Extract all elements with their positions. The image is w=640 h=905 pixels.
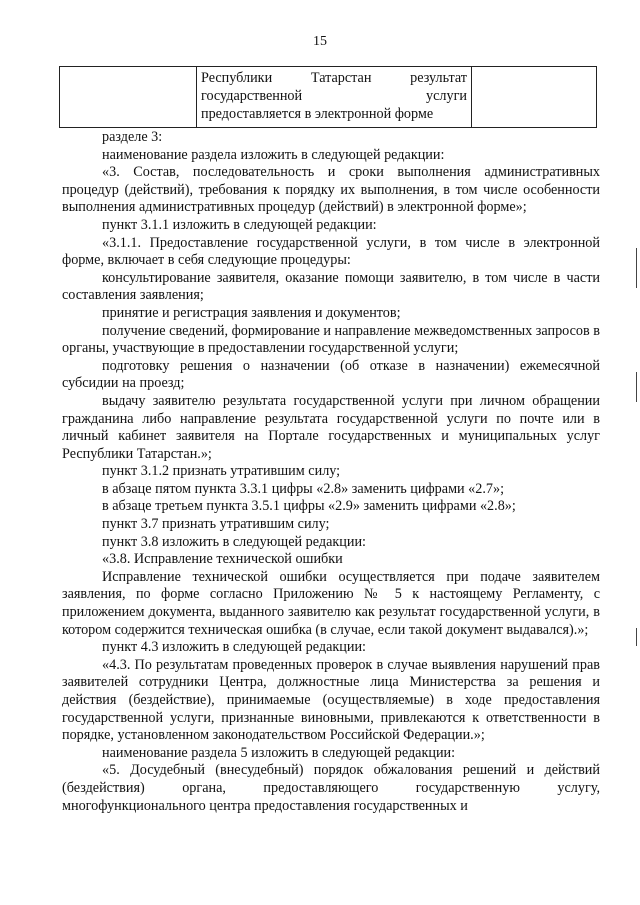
table-cell-empty <box>60 67 197 127</box>
paragraph: получение сведений, формирование и направление межведомственных запросов в органы, участвующие в предоставлении государственной услуги; <box>62 322 600 357</box>
paragraph: «4.3. По результатам проведенных проверок в случае выявления нарушений прав заявителей сотрудники Центра, должностные лица Министерства за решения и действия (бездействие), принимаемые (осуществляемые) в ходе предоставления государственной услуги, признанные виновными, привлекаются к ответственности в порядке, установленном законодательством Российской Федерации.»; <box>62 656 600 744</box>
paragraph: разделе 3: <box>102 129 163 145</box>
paragraph: консультирование заявителя, оказание помощи заявителю, в том числе в части составления заявления; <box>62 269 600 304</box>
page-number: 15 <box>313 34 327 49</box>
table-fragment <box>59 66 597 128</box>
table-cell-line: Республики Татарстан результат <box>201 70 467 86</box>
paragraph: пункт 4.3 изложить в следующей редакции: <box>102 639 366 656</box>
paragraph: «3. Состав, последовательность и сроки выполнения административных процедур (действий), требования к порядку их выполнения, в том числе особенности выполнения административных процедур (действий) в электронной форме»; <box>62 164 600 216</box>
table-cell-line: государственной услуги <box>201 88 467 104</box>
scan-edge-marks <box>634 0 640 905</box>
table-cell-text <box>197 67 472 127</box>
paragraph: «5. Досудебный (внесудебный) порядок обжалования решений и действий (бездействия) органа, предоставляющего государственную услугу, многофункционального центра предоставления государственных и <box>62 762 600 814</box>
paragraph: «3.1.1. Предоставление государственной услуги, в том числе в электронной форме, включает в себя следующие процедуры: <box>62 234 600 269</box>
table-cell-line: предоставляется в электронной форме <box>201 106 434 122</box>
paragraph: в абзаце пятом пункта 3.3.1 цифры «2.8» заменить цифрами «2.7»; <box>102 480 505 497</box>
paragraph: пункт 3.8 изложить в следующей редакции: <box>102 533 366 550</box>
document-body <box>62 129 600 815</box>
paragraph: наименование раздела 5 изложить в следующей редакции: <box>102 744 456 761</box>
paragraph: пункт 3.1.2 признать утратившим силу; <box>102 463 341 480</box>
paragraph: наименование раздела изложить в следующей редакции: <box>102 146 445 163</box>
paragraph: в абзаце третьем пункта 3.5.1 цифры «2.9» заменить цифрами «2.8»; <box>102 498 516 515</box>
paragraph: «3.8. Исправление технической ошибки <box>102 551 343 568</box>
paragraph: подготовку решения о назначении (об отказе в назначении) ежемесячной субсидии на проезд; <box>62 357 600 392</box>
paragraph: принятие и регистрация заявления и документов; <box>102 304 401 321</box>
paragraph: пункт 3.1.1 изложить в следующей редакции: <box>102 216 377 233</box>
paragraph: выдачу заявителю результата государственной услуги при личном обращении гражданина либо направление результата государственной услуги по почте или в личный кабинет заявителя на Портале государственных и муниципальных услуг Республики Татарстан.»; <box>62 392 600 462</box>
paragraph: Исправление технической ошибки осуществляется при подаче заявителем заявления, по форме согласно Приложению № 5 к настоящему Регламенту, с приложением документа, выданного заявителю как результат государственной услуги, в котором содержится техническая ошибка (в случае, если такой документ выдавался).»; <box>62 568 600 638</box>
paragraph: пункт 3.7 признать утратившим силу; <box>102 516 330 533</box>
